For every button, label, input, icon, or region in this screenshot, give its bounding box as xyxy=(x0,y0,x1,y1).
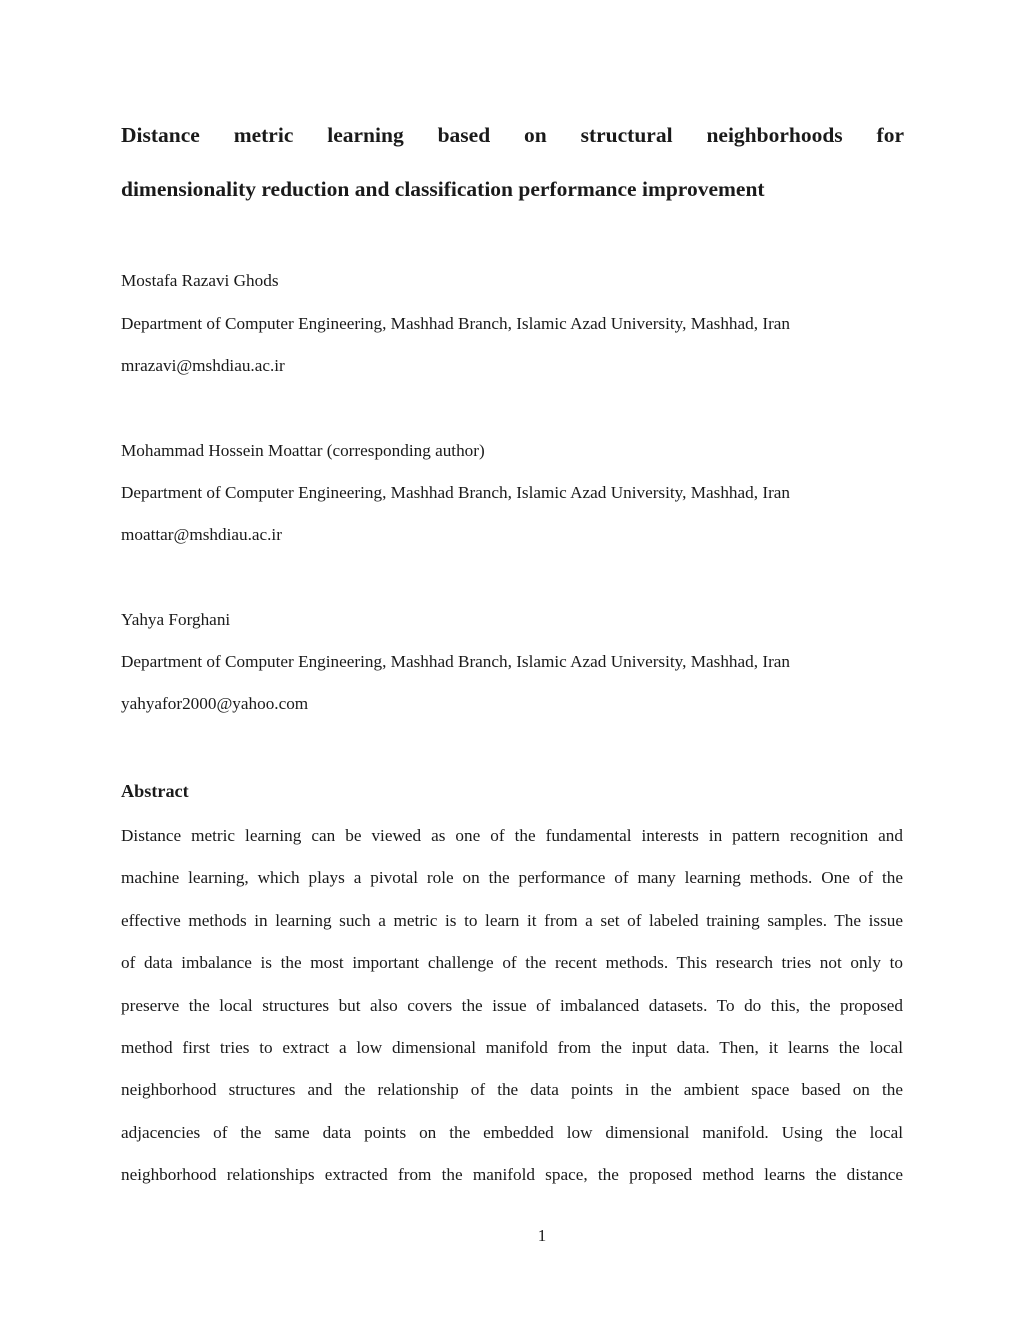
abstract-line: of data imbalance is the most important challenge of the recent methods. This research tries not only to xyxy=(121,953,903,973)
abstract-line: Distance metric learning can be viewed as one of the fundamental interests in pattern recognition and xyxy=(121,826,903,845)
author-1-email: mrazavi@mshdiau.ac.ir xyxy=(121,356,285,375)
author-1-affiliation: Department of Computer Engineering, Mashhad Branch, Islamic Azad University, Mashhad, Iran xyxy=(121,314,791,333)
abstract-line: adjacencies of the same data points on the embedded low dimensional manifold. Using the local xyxy=(121,1122,903,1142)
abstract-line: preserve the local structures but also covers the issue of imbalanced datasets. To do this, the proposed xyxy=(121,995,903,1015)
author-2-affiliation: Department of Computer Engineering, Mashhad Branch, Islamic Azad University, Mashhad, Iran xyxy=(121,483,791,502)
abstract-line: method first tries to extract a low dimensional manifold from the input data. Then, it learns the local xyxy=(121,1037,903,1057)
abstract-heading: Abstract xyxy=(121,781,189,801)
author-2-email: moattar@mshdiau.ac.ir xyxy=(121,525,282,544)
author-1-name: Mostafa Razavi Ghods xyxy=(121,271,279,290)
author-2-name: Mohammad Hossein Moattar (corresponding author) xyxy=(121,441,485,460)
abstract-line: neighborhood structures and the relationship of the data points in the ambient space based on the xyxy=(121,1080,903,1100)
abstract-line: machine learning, which plays a pivotal role on the performance of many learning methods. One of the xyxy=(121,868,903,888)
abstract-body xyxy=(121,825,903,1207)
paper-title-line-2: dimensionality reduction and classification performance improvement xyxy=(121,177,765,201)
author-3-name: Yahya Forghani xyxy=(121,610,231,629)
page-number: 1 xyxy=(537,1226,547,1245)
author-3-affiliation: Department of Computer Engineering, Mashhad Branch, Islamic Azad University, Mashhad, Iran xyxy=(121,652,791,671)
abstract-line: neighborhood relationships extracted from the manifold space, the proposed method learns the distance xyxy=(121,1165,903,1185)
paper-title-line-1: Distance metric learning based on structural neighborhoods for xyxy=(121,123,904,147)
abstract-line: effective methods in learning such a metric is to learn it from a set of labeled training samples. The issue xyxy=(121,910,903,930)
author-3-email: yahyafor2000@yahoo.com xyxy=(121,694,309,713)
